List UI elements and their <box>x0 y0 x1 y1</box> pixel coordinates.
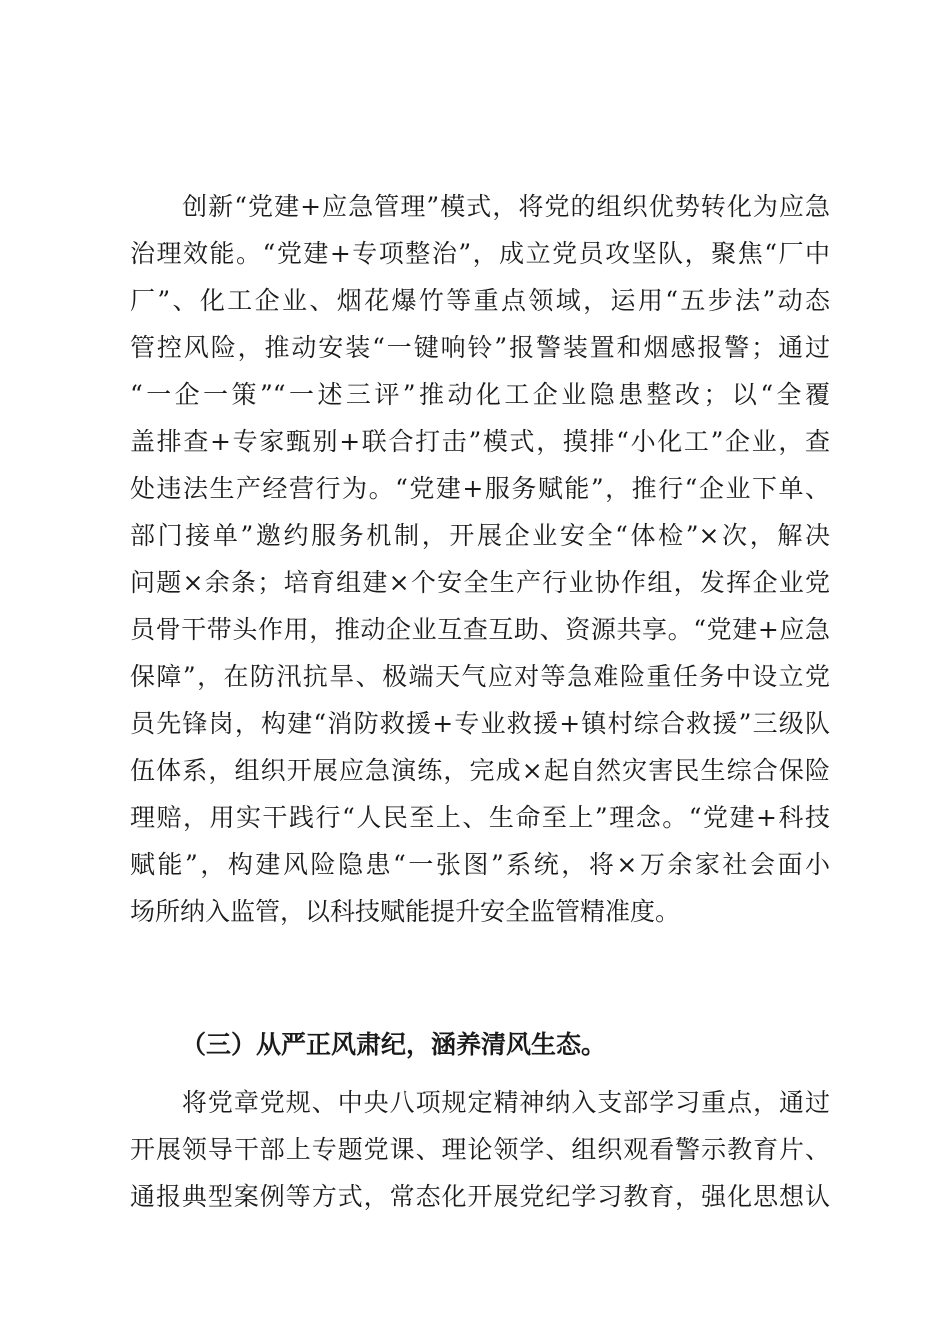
text-line: 伍体系，组织开展应急演练，完成×起自然灾害民生综合保险 <box>130 756 830 785</box>
text-line: 盖排查+专家甄别+联合打击”模式，摸排“小化工”企业，查 <box>130 427 830 456</box>
text-line: 处违法生产经营行为。“党建+服务赋能”，推行“企业下单、 <box>130 474 830 503</box>
text-line: 赋能”，构建风险隐患“一张图”系统，将×万余家社会面小 <box>130 850 830 879</box>
text-line: 开展领导干部上专题党课、理论领学、组织观看警示教育片、 <box>130 1135 830 1164</box>
text-line: 理赔，用实干践行“人民至上、生命至上”理念。“党建+科技 <box>130 803 830 832</box>
text-line: 问题×余条；培育组建×个安全生产行业协作组，发挥企业党 <box>130 568 830 597</box>
text-line: 厂”、化工企业、烟花爆竹等重点领域，运用“五步法”动态 <box>130 286 830 315</box>
text-line: 保障”，在防汛抗旱、极端天气应对等急难险重任务中设立党 <box>130 662 830 691</box>
text-line: 部门接单”邀约服务机制，开展企业安全“体检”×次，解决 <box>130 521 830 550</box>
text-line: 员骨干带头作用，推动企业互查互助、资源共享。“党建+应急 <box>130 615 830 644</box>
text-line: 治理效能。“党建+专项整治”，成立党员攻坚队，聚焦“厂中 <box>130 239 830 268</box>
section-heading: （三）从严正风肃纪，涵养清风生态。 <box>181 1030 607 1059</box>
text-line: 通报典型案例等方式，常态化开展党纪学习教育，强化思想认 <box>130 1182 830 1211</box>
text-line: 员先锋岗，构建“消防救援+专业救援+镇村综合救援”三级队 <box>130 709 830 738</box>
paragraph-emergency-management <box>130 183 830 935</box>
text-line: 管控风险，推动安装“一键响铃”报警装置和烟感报警；通过 <box>130 333 830 362</box>
text-line: 将党章党规、中央八项规定精神纳入支部学习重点，通过 <box>130 1088 830 1117</box>
text-line: “一企一策”“一述三评”推动化工企业隐患整改；以“全覆 <box>130 380 830 409</box>
text-line: 场所纳入监管，以科技赋能提升安全监管精准度。 <box>130 897 681 926</box>
paragraph-discipline <box>130 1079 830 1220</box>
text-line: 创新“党建+应急管理”模式，将党的组织优势转化为应急 <box>130 192 830 221</box>
